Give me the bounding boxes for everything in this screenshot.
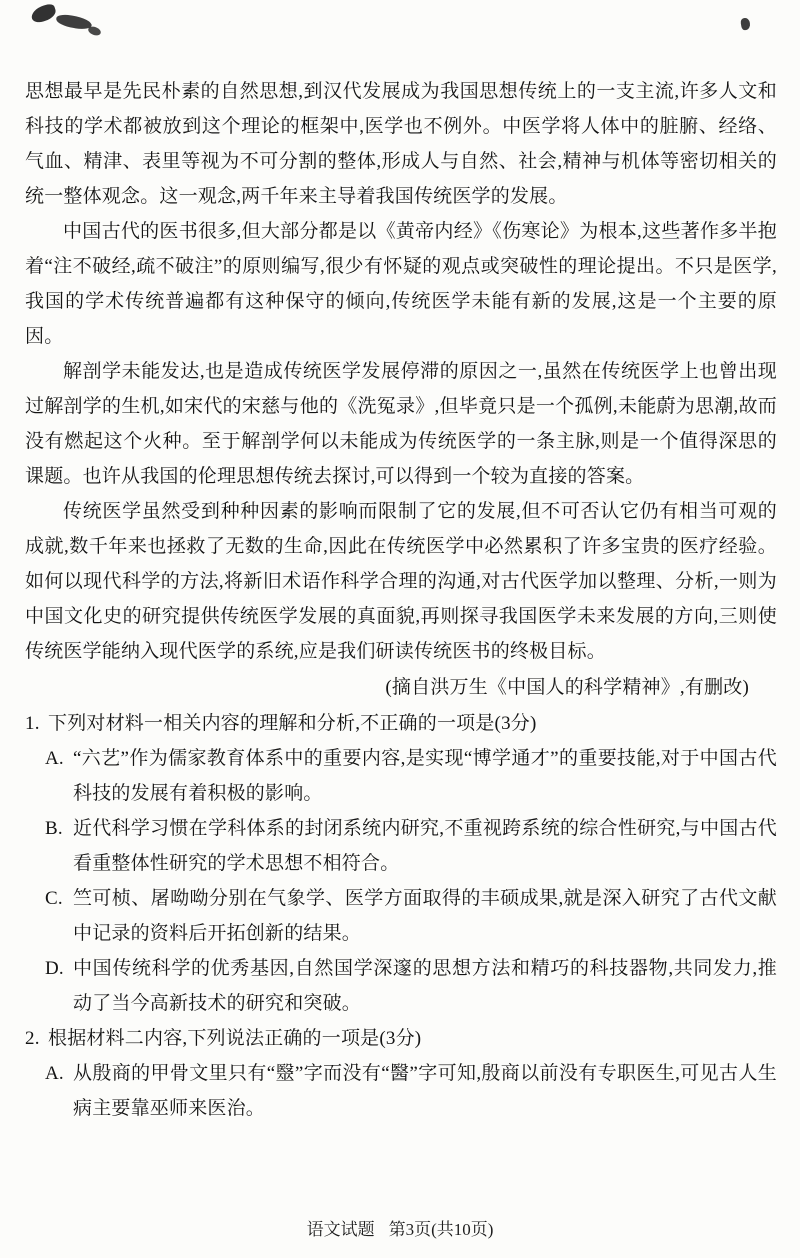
- question-1-number: 1.: [25, 713, 40, 734]
- page-content: [25, 74, 777, 1126]
- scan-ink-artifact: [55, 13, 92, 30]
- option-text: 从殷商的甲骨文里只有“毉”字而没有“醫”字可知,殷商以前没有专职医生,可见古人生病主要靠巫师来医治。: [73, 1063, 777, 1119]
- option-label: C.: [45, 888, 63, 909]
- question-2-stem: [25, 1021, 777, 1056]
- question-2-option-a: [25, 1056, 777, 1126]
- option-label: A.: [45, 1063, 64, 1084]
- body-paragraph-4: 传统医学虽然受到种种因素的影响而限制了它的发展,但不可否认它仍有相当可观的成就,数千年来也拯救了无数的生命,因此在传统医学中必然累积了许多宝贵的医疗经验。如何以现代科学的方法,将新旧术语作科学合理的沟通,对古代医学加以整理、分析,一则为中国文化史的研究提供传统医学发展的真面貌,再则探寻我国医学未来发展的方向,三则使传统医学能纳入现代医学的系统,应是我们研读传统医书的终极目标。: [25, 501, 777, 662]
- option-text: 中国传统科学的优秀基因,自然国学深邃的思想方法和精巧的科技器物,共同发力,推动了当今高新技术的研究和突破。: [73, 958, 777, 1014]
- option-text: 近代科学习惯在学科体系的封闭系统内研究,不重视跨系统的综合性研究,与中国古代看重整体性研究的学术思想不相符合。: [73, 818, 777, 874]
- body-paragraph-3: 解剖学未能发达,也是造成传统医学发展停滞的原因之一,虽然在传统医学上也曾出现过解剖学的生机,如宋代的宋慈与他的《洗冤录》,但毕竟只是一个孤例,未能蔚为思潮,故而没有燃起这个火种。至于解剖学何以未能成为传统医学的一条主脉,则是一个值得深思的课题。也许从我国的伦理思想传统去探讨,可以得到一个较为直接的答案。: [25, 361, 777, 487]
- question-1-stem: [25, 706, 777, 741]
- question-2-number: 2.: [25, 1028, 40, 1049]
- option-text: “六艺”作为儒家教育体系中的重要内容,是实现“博学通才”的重要技能,对于中国古代科技的发展有着积极的影响。: [73, 748, 777, 804]
- option-label: B.: [45, 818, 63, 839]
- option-label: A.: [45, 748, 64, 769]
- scan-ink-artifact: [29, 3, 57, 25]
- question-1-option-a: [25, 741, 777, 811]
- body-paragraph-2: 中国古代的医书很多,但大部分都是以《黄帝内经》《伤寒论》为根本,这些著作多半抱着“注不破经,疏不破注”的原则编写,很少有怀疑的观点或突破性的理论提出。不只是医学,我国的学术传统普遍都有这种保守的倾向,传统医学未能有新的发展,这是一个主要的原因。: [25, 221, 777, 347]
- question-2-text: 根据材料二内容,下列说法正确的一项是(3分): [48, 1028, 422, 1049]
- scan-ink-artifact: [740, 17, 751, 30]
- option-label: D.: [45, 958, 64, 979]
- footer-exam-title: 语文试题: [306, 1220, 375, 1239]
- scan-ink-artifact: [87, 25, 102, 37]
- question-1-option-d: [25, 951, 777, 1021]
- source-attribution: (摘自洪万生《中国人的科学精神》,有删改): [385, 677, 749, 698]
- page-footer: [0, 1218, 800, 1242]
- body-paragraph-1: 思想最早是先民朴素的自然思想,到汉代发展成为我国思想传统上的一支主流,许多人文和科技的学术都被放到这个理论的框架中,医学也不例外。中医学将人体中的脏腑、经络、气血、精津、表里等视为不可分割的整体,形成人与自然、社会,精神与机体等密切相关的统一整体观念。这一观念,两千年来主导着我国传统医学的发展。: [25, 81, 777, 207]
- question-1-option-c: [25, 881, 777, 951]
- option-text: 竺可桢、屠呦呦分别在气象学、医学方面取得的丰硕成果,就是深入研究了古代文献中记录的资料后开拓创新的结果。: [73, 888, 777, 944]
- footer-page-number: 第3页(共10页): [388, 1220, 494, 1239]
- question-1-option-b: [25, 811, 777, 881]
- question-1-text: 下列对材料一相关内容的理解和分析,不正确的一项是(3分): [48, 713, 537, 734]
